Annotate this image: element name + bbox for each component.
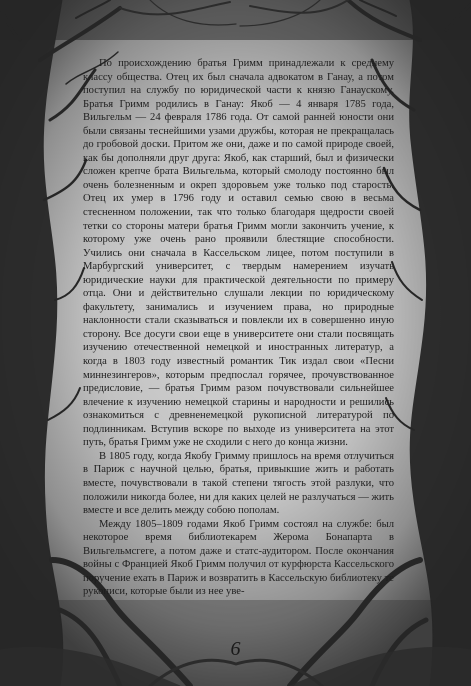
paragraph: В 1805 году, когда Якобу Гримму пришлось на время отлучиться в Париж с научной целью, братья, привыкшие жить и работать вместе, почувствовали в такой степени тягость этой разлуки, что положили никогда более, ни для каких целей не разлучаться — жить вместе и все делить между собою пополам.: [83, 450, 394, 517]
page-number: 6: [230, 638, 241, 660]
paragraph: Между 1805–1809 годами Якоб Гримм состоял на службе: был некоторое время библиотекарем Жерома Бонапарта в Вильгельмсгеге, а потом даже и статс-аудитором. После окончания войны с Францией Якоб Гримм получил от курфюрста Кассельского поручение ехать в Париж и возвратить в Кассельскую библиотеку те рукописи, которые были из нее уве-: [83, 518, 394, 598]
paragraph: По происхождению братья Гримм принадлежали к среднему классу общества. Отец их был сначала адвокатом в Ганау, а потом поступил на службу по юридической части к князю Ганаускому. Братья Гримм родились в Ганау: Якоб — 4 января 1785 года, Вильгельм — 24 февраля 1786 года. От самой ранней юности они были связаны теснейшими узами дружбы, которая не прекращалась до гробовой доски. Притом же они, даже и по самой природе своей, как бы дополняли друг друга: Якоб, как старший, был и физически сложен крепче брата Вильгельма, который смолоду постоянно был очень болезненным и окреп здоровьем уже только под старость. Отец их умер в 1796 году и оставил семью свою в весьма стесненном положении, так что только благодаря щедрости своей тетки со стороны матери братья Гримм могли закончить учение, к которому уже очень рано проявили блестящие способности. Учились они сначала в Кассельском лицее, потом поступили в Марбургский университет, с твердым намерением изучать юридические науки для практической деятельности по примеру отца. Они и действительно слушали лекции по юридическому факультету, занимались и изучением права, но природные наклонности стали сказываться и повлекли их в совершенно иную сторону. Все досуги свои еще в университете они стали посвящать изучению отечественной немецкой и иностранных литератур, а когда в 1803 году известный романтик Тик издал свои «Песни миннезингеров», которым предпослал горячее, прочувствованное предисловие, — братья Гримм разом почувствовали сильнейшее влечение к изучению немецкой старины и народности и решились ознакомиться с древненемецкой рукописной литературой по подлинникам. Вступив вскоре по выходе из университета на этот путь, братья Гримм уже не сходили с него до конца жизни.: [83, 58, 394, 449]
body-text: [83, 57, 394, 599]
